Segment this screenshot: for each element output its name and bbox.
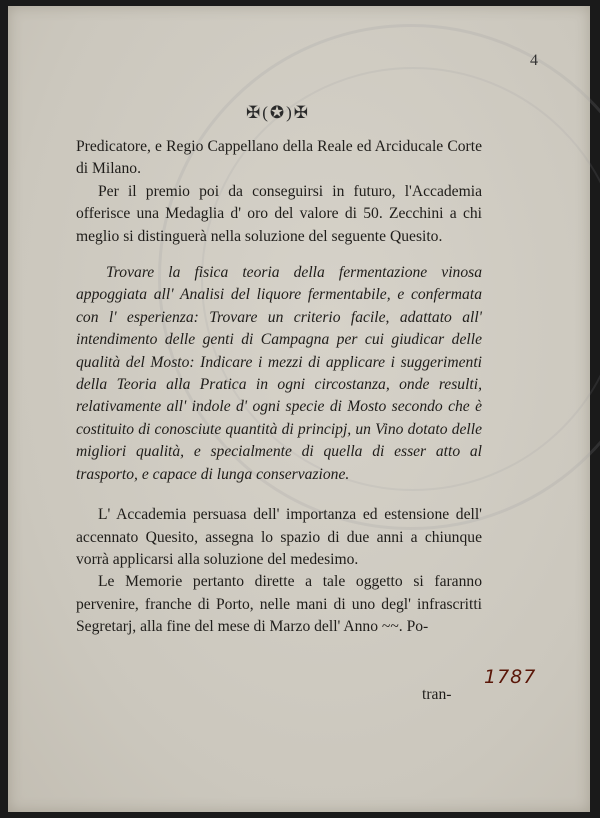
handwritten-year-note: 1787 xyxy=(484,666,537,688)
paragraph-academy-term: L' Accademia persuasa dell' importanza ed estensione dell' accennato Quesito, assegna lo spazio di due anni a chiunque vorrà applicarsi alla soluzione del medesimo. xyxy=(76,506,482,568)
catchword: tran- xyxy=(422,686,452,703)
decorative-ornament: ✠(✪)✠ xyxy=(245,103,311,122)
body-text xyxy=(76,136,482,639)
paragraph-question: Trovare la fisica teoria della fermentazione vinosa appoggiata all' Analisi del liquore fermentabile, e confermata con l' esperienza: Trovare un criterio facile, adattato all' intendimento delle genti di Campagna per cui giudicar delle qualità del Mosto: Indicare i mezzi di applicare i suggerimenti della Teoria alla Pratica in ogni circostanza, onde resulti, relativamente all' indole d' ogni specie di Mosto secondo che è costituito di conosciute quantità di principj, un Vino dotato delle migliori qualità, e specialmente di quella di esser atto al trasporto, e capace di lunga conservazione. xyxy=(76,264,482,483)
paragraph-prize: Per il premio poi da conseguirsi in futuro, l'Accademia offerisce una Medaglia d' oro del valore di 50. Zecchini a chi meglio si distinguerà nella soluzione del seguente Quesito. xyxy=(76,182,482,245)
paragraph-submission: Le Memorie pertanto dirette a tale oggetto si faranno pervenire, franche di Porto, nelle mani di uno degl' infrascritti Segretarj, alla fine del mese di Marzo dell' Anno ~~. Po- xyxy=(76,573,482,636)
document-page xyxy=(8,6,590,812)
page-number: 4 xyxy=(530,52,538,69)
paragraph-continuation: Predicatore, e Regio Cappellano della Reale ed Arciducale Corte di Milano. xyxy=(76,138,482,178)
